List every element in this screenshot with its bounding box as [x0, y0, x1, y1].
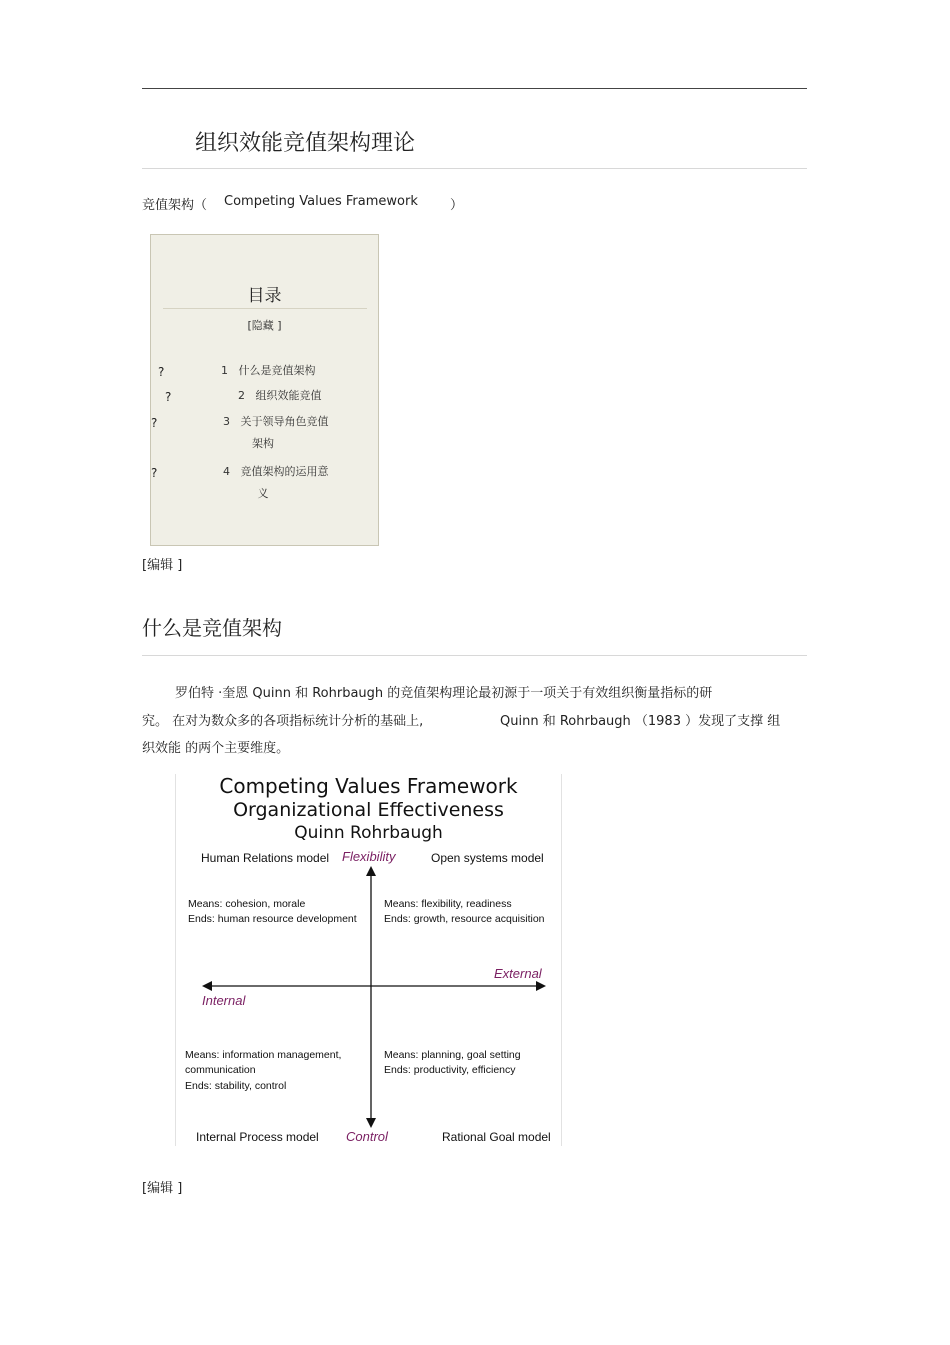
axis-label-control: Control — [346, 1129, 388, 1144]
q2-ends: Ends: growth, resource acquisition — [384, 913, 545, 925]
q1-means: Means: cohesion, morale — [188, 898, 306, 910]
toc-item-4-wrap[interactable]: 义 — [257, 487, 269, 500]
top-rule — [142, 88, 807, 89]
para-line-1: 罗伯特 ·奎恩 Quinn 和 Rohrbaugh 的竞值架构理论最初源于一项关于有效组织衡量指标的研 — [175, 686, 713, 701]
toc-hide-link[interactable]: [隐藏 ] — [247, 319, 282, 332]
arrow-left-icon — [202, 981, 212, 991]
arrow-up-icon — [366, 866, 376, 876]
axis-label-flexibility: Flexibility — [342, 849, 396, 864]
para-line-2b: Quinn 和 Rohrbaugh （1983 ）发现了支撑 组 — [500, 714, 781, 729]
toc-divider — [163, 308, 367, 309]
axis-label-external: External — [494, 966, 542, 981]
axis-label-internal: Internal — [202, 993, 246, 1008]
axes-svg — [176, 774, 561, 1146]
toc-box — [150, 234, 379, 546]
title-divider — [142, 168, 807, 169]
cvf-figure — [175, 774, 562, 1146]
toc-item-1[interactable] — [221, 360, 341, 382]
model-internal-process: Internal Process model — [196, 1130, 319, 1144]
figure-title-3: Quinn Rohrbaugh — [294, 823, 443, 843]
toc-item-text: 关于领导角色竞值 — [240, 415, 329, 428]
para-line-3: 织效能 的两个主要维度。 — [142, 741, 290, 756]
edit-link-2[interactable]: [编辑 ] — [142, 1181, 183, 1196]
model-open-systems: Open systems model — [431, 851, 544, 865]
q4-means: Means: planning, goal setting — [384, 1049, 521, 1061]
toc-marker: ? — [151, 416, 158, 430]
q2-means: Means: flexibility, readiness — [384, 898, 512, 910]
toc-item-text: 组织效能竞值 — [255, 389, 322, 402]
section-heading: 什么是竞值架构 — [142, 616, 282, 640]
toc-item-4[interactable] — [223, 461, 343, 483]
q3-ends: Ends: stability, control — [185, 1080, 287, 1092]
toc-item-num: 4 — [223, 465, 230, 478]
toc-item-3[interactable] — [223, 411, 343, 433]
model-human-relations: Human Relations model — [201, 851, 330, 865]
toc-item-text: 竞值架构的运用意 — [240, 465, 329, 478]
edit-link[interactable]: [编辑 ] — [142, 558, 183, 573]
page-title: 组织效能竞值架构理论 — [195, 131, 416, 156]
subtitle-cn: 竞值架构（ — [142, 198, 208, 213]
toc-item-num: 1 — [221, 364, 228, 377]
toc-item-num: 2 — [238, 389, 245, 402]
figure-title-1: Competing Values Framework — [219, 774, 518, 798]
section-divider — [142, 655, 807, 656]
q3-means: Means: information management, — [185, 1049, 342, 1061]
figure-title-2: Organizational Effectiveness — [233, 799, 504, 821]
toc-item-num: 3 — [223, 415, 230, 428]
toc-item-text: 什么是竞值架构 — [238, 364, 316, 377]
arrow-right-icon — [536, 981, 546, 991]
subtitle-en: Competing Values Framework — [224, 194, 418, 209]
toc-title: 目录 — [247, 286, 282, 306]
toc-marker: ? — [165, 390, 172, 404]
q3-means-cont: communication — [185, 1064, 256, 1076]
toc-marker: ? — [158, 365, 165, 379]
para-line-2a: 究。 在对为数众多的各项指标统计分析的基础上, — [142, 714, 424, 729]
q1-ends: Ends: human resource development — [188, 913, 357, 925]
q4-ends: Ends: productivity, efficiency — [384, 1064, 516, 1076]
model-rational-goal: Rational Goal model — [442, 1130, 551, 1144]
arrow-down-icon — [366, 1118, 376, 1128]
toc-item-3-wrap[interactable]: 架构 — [252, 437, 274, 450]
toc-marker: ? — [151, 466, 158, 480]
subtitle-close: ） — [450, 198, 464, 213]
toc-item-2[interactable] — [238, 385, 358, 407]
